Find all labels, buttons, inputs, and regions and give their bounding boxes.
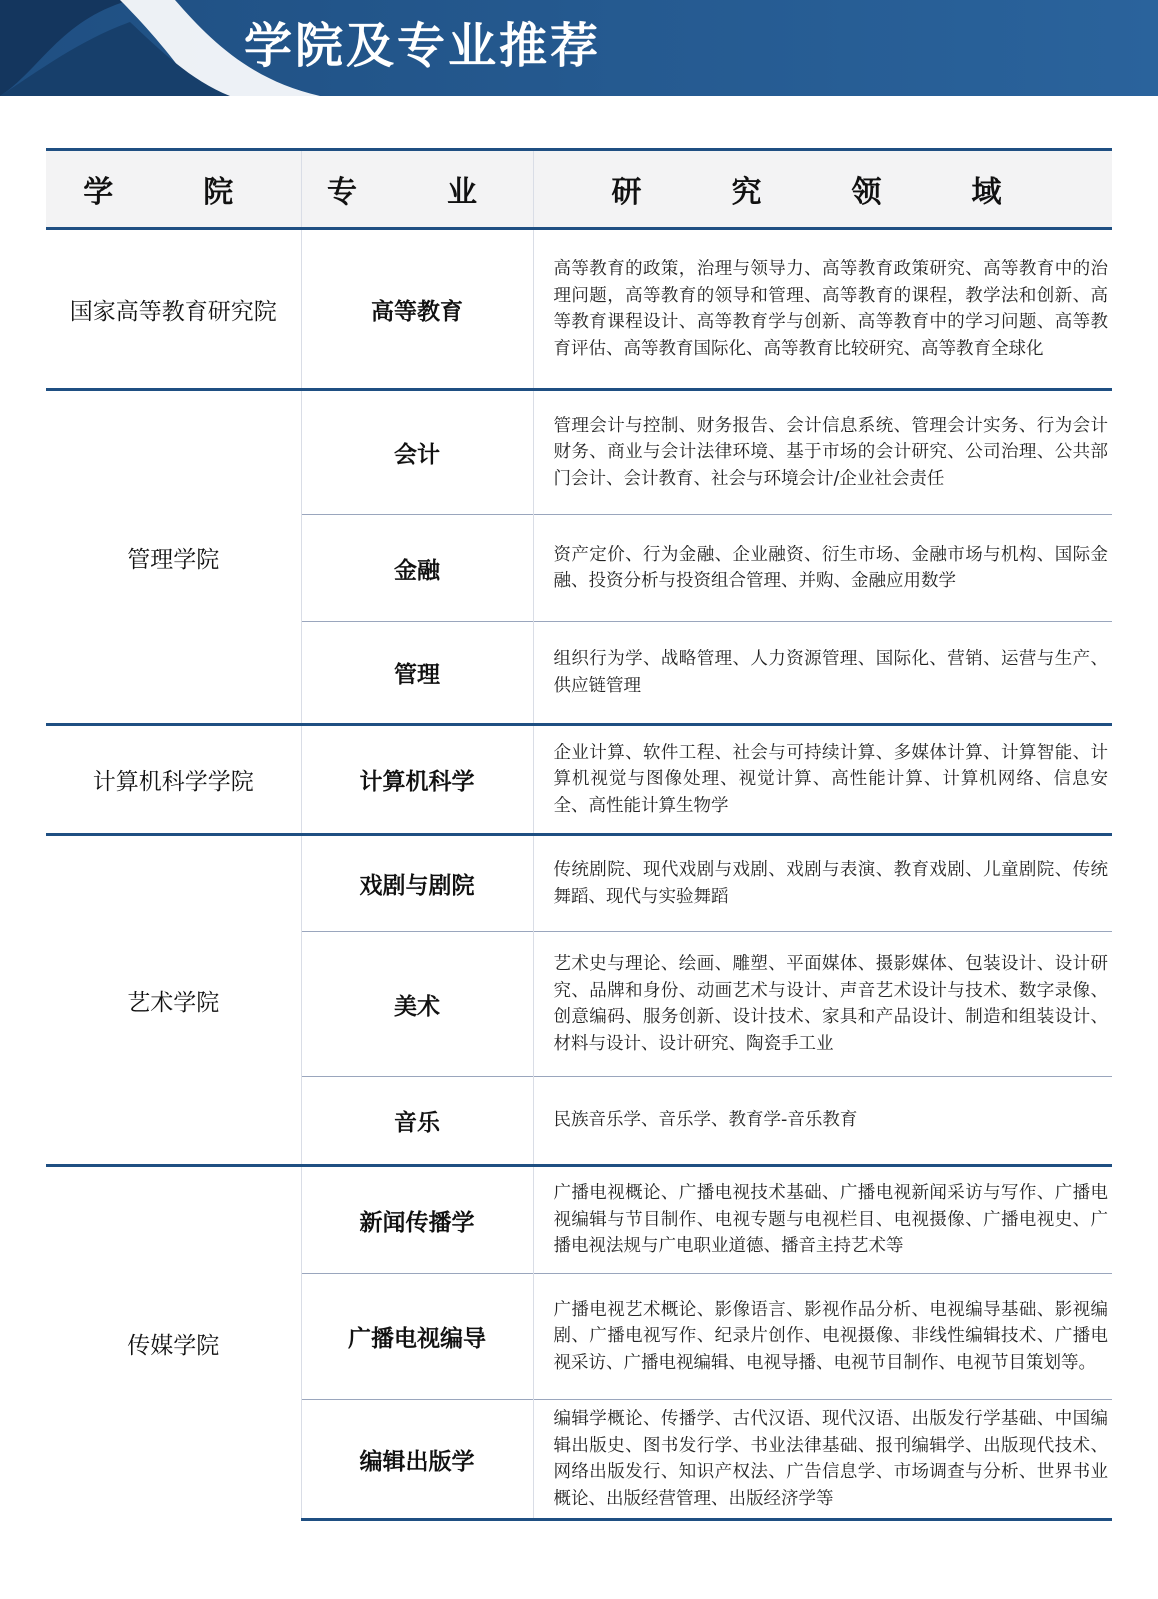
- college-name: 计算机科学学院: [46, 725, 301, 835]
- research-fields: 组织行为学、战略管理、人力资源管理、国际化、营销、运营与生产、供应链管理: [533, 622, 1112, 725]
- research-fields: 资产定价、行为金融、企业融资、衍生市场、金融市场与机构、国际金融、投资分析与投资组合管理、并购、金融应用数学: [533, 515, 1112, 622]
- research-fields: 传统剧院、现代戏剧与戏剧、戏剧与表演、教育戏剧、儿童剧院、传统舞蹈、现代与实验舞蹈: [533, 835, 1112, 932]
- header-college: 学 院: [46, 150, 301, 229]
- research-fields: 艺术史与理论、绘画、雕塑、平面媒体、摄影媒体、包装设计、设计研究、品牌和身份、动画艺术与设计、声音艺术设计与技术、数字录像、创意编码、服务创新、设计技术、家具和产品设计、制造和组装设计、材料与设计、设计研究、陶瓷手工业: [533, 932, 1112, 1077]
- table-row: [46, 725, 1112, 835]
- major-name: 管理: [301, 622, 533, 725]
- research-fields: 管理会计与控制、财务报告、会计信息系统、管理会计实务、行为会计财务、商业与会计法律环境、基于市场的会计研究、公司治理、公共部门会计、会计教育、社会与环境会计/企业社会责任: [533, 390, 1112, 515]
- table-row: [46, 390, 1112, 515]
- header-research-field: 研 究 领 域: [533, 150, 1112, 229]
- college-name: 艺术学院: [46, 835, 301, 1166]
- header-major: 专 业: [301, 150, 533, 229]
- major-name: 编辑出版学: [301, 1400, 533, 1520]
- major-name: 计算机科学: [301, 725, 533, 835]
- research-fields: 企业计算、软件工程、社会与可持续计算、多媒体计算、计算智能、计算机视觉与图像处理、视觉计算、高性能计算、计算机网络、信息安全、高性能计算生物学: [533, 725, 1112, 835]
- title-banner: [0, 0, 1158, 96]
- research-fields: 编辑学概论、传播学、古代汉语、现代汉语、出版发行学基础、中国编辑出版史、图书发行学、书业法律基础、报刊编辑学、出版现代技术、网络出版发行、知识产权法、广告信息学、市场调查与分析、世界书业概论、出版经营管理、出版经济学等: [533, 1400, 1112, 1520]
- table-row: [46, 229, 1112, 390]
- major-name: 广播电视编导: [301, 1274, 533, 1400]
- major-name: 新闻传播学: [301, 1166, 533, 1274]
- research-fields: 广播电视概论、广播电视技术基础、广播电视新闻采访与写作、广播电视编辑与节目制作、电视专题与电视栏目、电视摄像、广播电视史、广播电视法规与广电职业道德、播音主持艺术等: [533, 1166, 1112, 1274]
- major-name: 高等教育: [301, 229, 533, 390]
- major-name: 音乐: [301, 1077, 533, 1166]
- college-major-table: [46, 148, 1112, 1521]
- table-row: [46, 1166, 1112, 1274]
- research-fields: 民族音乐学、音乐学、教育学-音乐教育: [533, 1077, 1112, 1166]
- table-header-row: [46, 150, 1112, 229]
- college-name: 管理学院: [46, 390, 301, 725]
- college-name: 国家高等教育研究院: [46, 229, 301, 390]
- major-name: 金融: [301, 515, 533, 622]
- major-name: 戏剧与剧院: [301, 835, 533, 932]
- college-name: 传媒学院: [46, 1166, 301, 1520]
- research-fields: 高等教育的政策，治理与领导力、高等教育政策研究、高等教育中的治理问题，高等教育的领导和管理、高等教育的课程，教学法和创新、高等教育课程设计、高等教育学与创新、高等教育中的学习问题、高等教育评估、高等教育国际化、高等教育比较研究、高等教育全球化: [533, 229, 1112, 390]
- page-title: 学院及专业推荐: [244, 18, 602, 74]
- major-name: 美术: [301, 932, 533, 1077]
- table-row: [46, 835, 1112, 932]
- research-fields: 广播电视艺术概论、影像语言、影视作品分析、电视编导基础、影视编剧、广播电视写作、纪录片创作、电视摄像、非线性编辑技术、广播电视采访、广播电视编辑、电视导播、电视节目制作、电视节目策划等。: [533, 1274, 1112, 1400]
- major-name: 会计: [301, 390, 533, 515]
